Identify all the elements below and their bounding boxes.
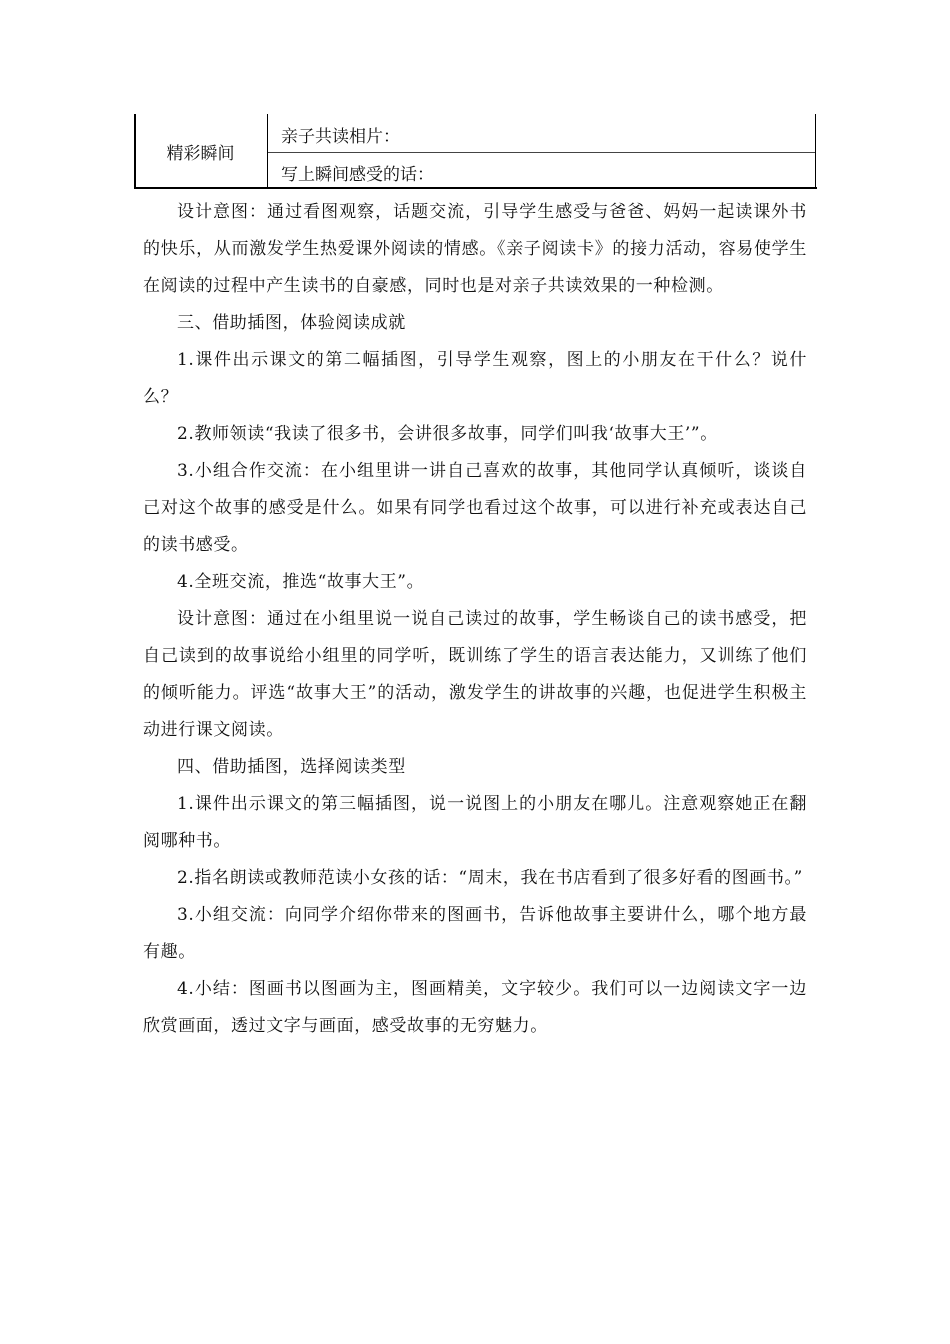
step-paragraph: 2.教师领读“我读了很多书，会讲很多故事，同学们叫我‘故事大王’”。 xyxy=(177,424,718,444)
step-paragraph: 1.课件出示课文的第三幅插图，说一说图上的小朋友在哪儿。注意观察她正在翻阅哪种书。 xyxy=(143,794,807,851)
moment-table xyxy=(134,114,817,189)
summary-paragraph: 4.小结：图画书以图画为主，图画精美，文字较少。我们可以一边阅读文字一边欣赏画面，透过文字与画面，感受故事的无穷魅力。 xyxy=(143,979,807,1036)
feeling-prompt: 写上瞬间感受的话： xyxy=(281,165,434,185)
table-inner-rule xyxy=(268,152,815,153)
step-paragraph: 3.小组交流：向同学介绍你带来的图画书，告诉他故事主要讲什么，哪个地方最有趣。 xyxy=(143,905,807,962)
table-border-right xyxy=(815,114,816,189)
photo-prompt: 亲子共读相片： xyxy=(281,127,400,147)
design-intent-paragraph-1: 设计意图：通过看图观察，话题交流，引导学生感受与爸爸、妈妈一起读课外书的快乐，从而激发学生热爱课外阅读的情感。《亲子阅读卡》的接力活动，容易使学生在阅读的过程中产生读书的自豪感，同时也是对亲子共读效果的一种检测。 xyxy=(143,202,807,296)
table-label-cell: 精彩瞬间 xyxy=(166,144,235,164)
section-heading-4: 四、借助插图，选择阅读类型 xyxy=(177,757,406,777)
design-intent-paragraph-2: 设计意图：通过在小组里说一说自己读过的故事，学生畅谈自己的读书感受，把自己读到的故事说给小组里的同学听，既训练了学生的语言表达能力，又训练了他们的倾听能力。评选“故事大王”的活动，激发学生的讲故事的兴趣，也促进学生积极主动进行课文阅读。 xyxy=(143,609,807,740)
table-border-bottom xyxy=(134,187,817,189)
step-paragraph: 3.小组合作交流：在小组里讲一讲自己喜欢的故事，其他同学认真倾听，谈谈自己对这个故事的感受是什么。如果有同学也看过这个故事，可以进行补充或表达自己的读书感受。 xyxy=(143,461,807,555)
step-paragraph: 2.指名朗读或教师范读小女孩的话：“周末，我在书店看到了很多好看的图画书。” xyxy=(177,868,803,888)
step-paragraph: 1.课件出示课文的第二幅插图，引导学生观察，图上的小朋友在干什么？说什么？ xyxy=(143,350,807,407)
step-paragraph: 4.全班交流，推选“故事大王”。 xyxy=(177,572,425,592)
document-body xyxy=(143,194,807,1045)
section-heading-3: 三、借助插图，体验阅读成就 xyxy=(177,313,406,333)
